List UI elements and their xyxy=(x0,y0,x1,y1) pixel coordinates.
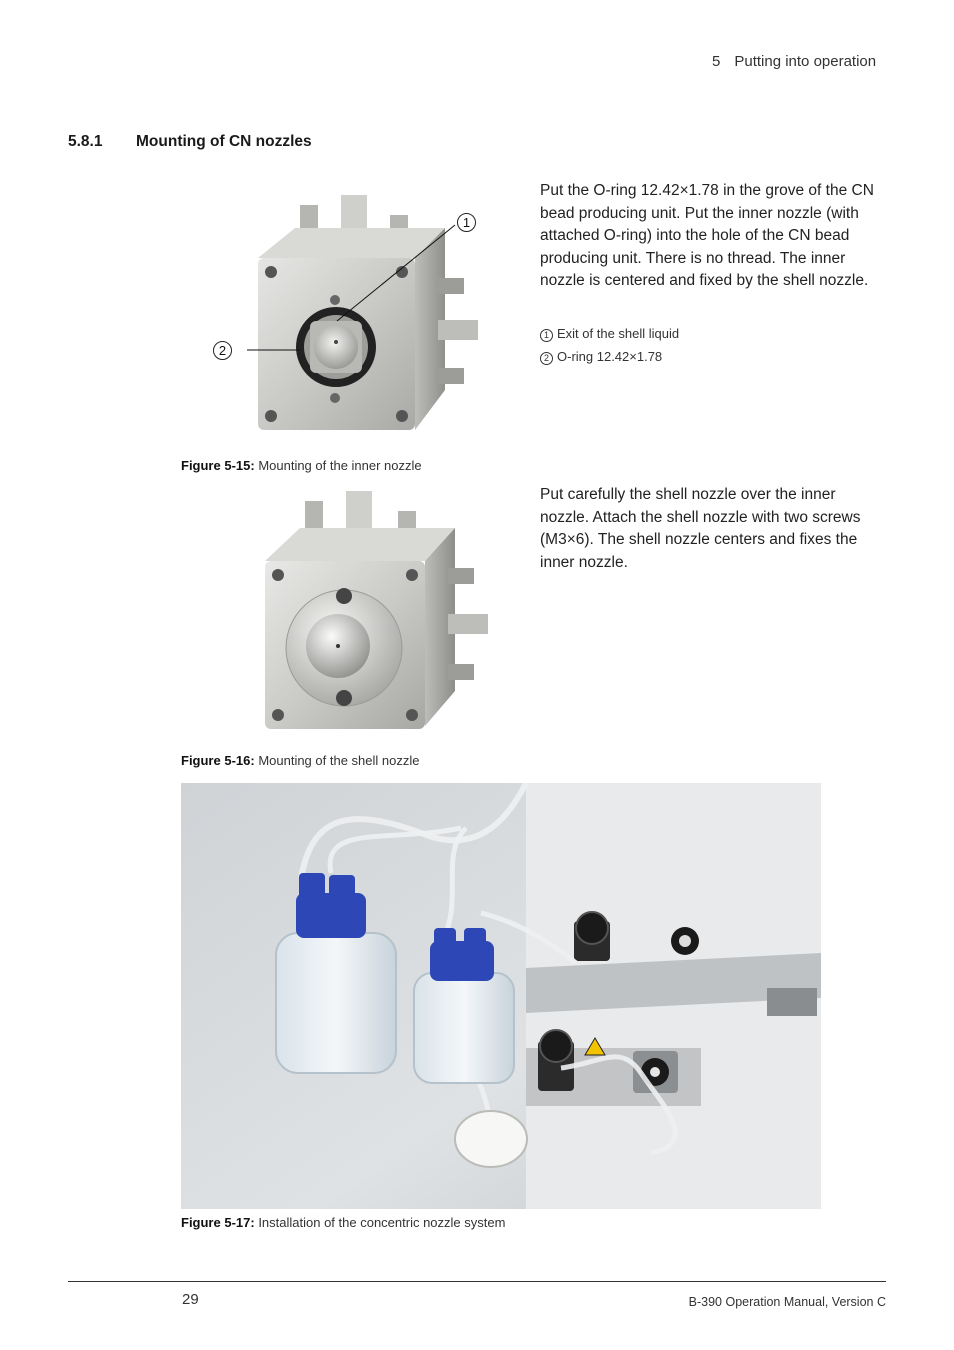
figure-caption-5-16 xyxy=(181,753,419,768)
legend-item-1 xyxy=(540,326,679,342)
running-header xyxy=(712,53,876,70)
section-title: Mounting of CN nozzles xyxy=(136,133,312,150)
step2-paragraph: Put carefully the shell nozzle over the inner nozzle. Attach the shell nozzle with two screws (M3×6). The shell nozzle centers and fixes the inner nozzle. xyxy=(540,486,861,571)
legend-label-2: O-ring 12.42×1.78 xyxy=(557,349,663,364)
callout-marker-2: 2 xyxy=(213,341,232,360)
legend-marker-2: 2 xyxy=(540,352,553,365)
legend-item-2 xyxy=(540,349,662,365)
figure-installation-photo xyxy=(181,783,821,1209)
step1-paragraph: Put the O-ring 12.42×1.78 in the grove of the CN bead producing unit. Put the inner nozzle (with attached O-ring) into the hole of the CN bead producing unit. There is no thread. The inner nozzle is centered and fixed by the shell nozzle. xyxy=(540,182,874,290)
callout-marker-1: 1 xyxy=(457,213,476,232)
footer-divider xyxy=(68,1281,886,1282)
section-number: 5.8.1 xyxy=(68,133,103,150)
page-number: 29 xyxy=(182,1291,199,1308)
figure-label: Figure 5-15: xyxy=(181,458,255,473)
figure-caption-text: Installation of the concentric nozzle system xyxy=(258,1215,506,1230)
legend-marker-1: 1 xyxy=(540,329,553,342)
figure-label: Figure 5-16: xyxy=(181,753,255,768)
chapter-title: Putting into operation xyxy=(734,53,877,70)
figure-label: Figure 5-17: xyxy=(181,1215,255,1230)
figure-shell-nozzle-image xyxy=(240,486,523,743)
section-heading xyxy=(68,133,312,151)
legend-label-1: Exit of the shell liquid xyxy=(557,326,680,341)
figure-caption-text: Mounting of the inner nozzle xyxy=(258,458,422,473)
chapter-number: 5 xyxy=(712,53,721,70)
figure-inner-nozzle-image xyxy=(240,190,523,450)
document-title: B-390 Operation Manual, Version C xyxy=(688,1295,886,1309)
figure-caption-5-15 xyxy=(181,458,422,473)
figure-caption-text: Mounting of the shell nozzle xyxy=(258,753,420,768)
figure-caption-5-17 xyxy=(181,1215,505,1230)
